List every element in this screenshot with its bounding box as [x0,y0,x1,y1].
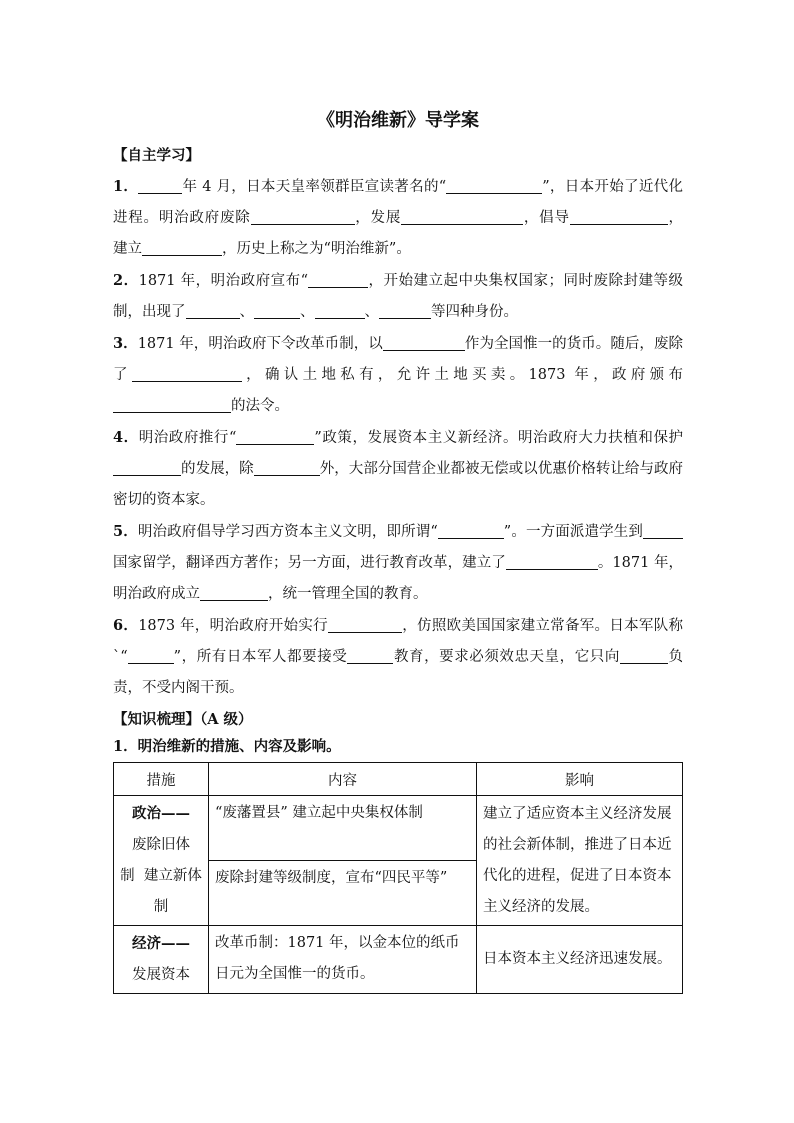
answer-blank[interactable] [251,207,355,225]
section-self-study: 【自主学习】 [113,147,200,164]
section-knowledge-review: 【知识梳理】（A 级） [113,711,253,728]
question-number: 3． [113,335,138,352]
question-2: 2．1871 年，明治政府宣布“ ，开始建立起中央集权国家；同时废除封建等级制，出现了 、 、 、 等四种身份。 [113,272,683,320]
answer-blank[interactable] [620,646,668,664]
answer-blank[interactable] [347,646,393,664]
answer-blank[interactable] [254,301,300,319]
answer-blank[interactable] [186,301,240,319]
question-number: 5． [113,523,138,540]
answer-blank[interactable] [138,176,182,194]
question-6: 6．1873 年，明治政府开始实行 ，仿照欧美国国家建立常备军。日本军队称`“ ”，所有日本军人都要接受 教育，要求必须效忠天皇，它只向 负责，不受内阁干预。 [113,617,684,696]
question-number: 6． [113,617,139,634]
answer-blank[interactable] [315,301,365,319]
measures-table [113,762,683,994]
question-number: 1． [113,178,139,195]
answer-blank[interactable] [254,458,320,476]
answer-blank[interactable] [236,427,314,445]
answer-blank[interactable] [506,552,598,570]
answer-blank[interactable] [328,615,402,633]
question-4: 4．明治政府推行“ ”政策，发展资本主义新经济。明治政府大力扶植和保护的发展，除 外，大部分国营企业都被无偿或以优惠价格转让给与政府密切的资本家。 [113,429,684,508]
answer-blank[interactable] [643,521,683,539]
page-title: 《明治维新》导学案 [317,110,479,131]
question-1: 1． 年 4 月，日本天皇率领群臣宣读著名的“ ”，日本开始了近代化进程。明治政府废除 ，发展 ，倡导 ，建立 ，历史上称之为“明治维新”。 [113,178,684,257]
impact-cell: 建立了适应资本主义经济发展的社会新体制，推进了日本近代化的进程，促进了日本资本主义经济的发展。 [477,796,683,926]
measure-label: 经济—— [132,935,190,952]
table-header-row [114,763,683,796]
answer-blank[interactable] [438,521,504,539]
answer-blank[interactable] [113,395,231,413]
answer-blank[interactable] [446,176,542,194]
question-5: 5．明治政府倡导学习西方资本主义文明，即所谓“ ”。一方面派遣学生到国家留学，翻译西方著作；另一方面，进行教育改革，建立了 。1871 年，明治政府成立 ，统一管理全国的教育。 [113,523,683,602]
question-number: 4． [113,429,139,446]
table-header: 措施 [114,763,209,796]
content-cell: “废藩置县” 建立起中央集权体制 [209,796,477,861]
content-cell: 废除封建等级制度，宣布“四民平等” [209,861,477,926]
answer-blank[interactable] [113,458,181,476]
impact-cell: 日本资本主义经济迅速发展。 [477,926,683,994]
measure-label-detail: 废除旧体制 建立新体制 [120,837,202,915]
table-row [114,796,683,861]
answer-blank[interactable] [401,207,523,225]
content-cell: 改革币制：1871 年，以金本位的纸币日元为全国惟一的货币。 [209,926,477,994]
answer-blank[interactable] [570,207,668,225]
answer-blank[interactable] [383,333,465,351]
answer-blank[interactable] [379,301,431,319]
answer-blank[interactable] [308,270,368,288]
subheading-measures: 1．明治维新的措施、内容及影响。 [113,738,341,755]
measure-cell-politics [114,796,209,926]
measure-label: 政治—— [132,805,190,822]
table-row [114,926,683,994]
answer-blank[interactable] [142,238,222,256]
question-3: 3．1871 年，明治政府下令改革币制，以 作为全国惟一的货币。随后，废除了 ，确认土地私有，允许土地买卖。1873 年，政府颁布的法令。 [113,335,684,414]
table-header: 内容 [209,763,477,796]
worksheet-page [113,96,683,994]
measure-cell-economy [114,926,209,994]
answer-blank[interactable] [132,364,242,382]
answer-blank[interactable] [128,646,174,664]
table-header: 影响 [477,763,683,796]
measure-label-detail: 发展资本 [132,967,190,983]
question-number: 2． [113,272,139,289]
answer-blank[interactable] [200,583,268,601]
